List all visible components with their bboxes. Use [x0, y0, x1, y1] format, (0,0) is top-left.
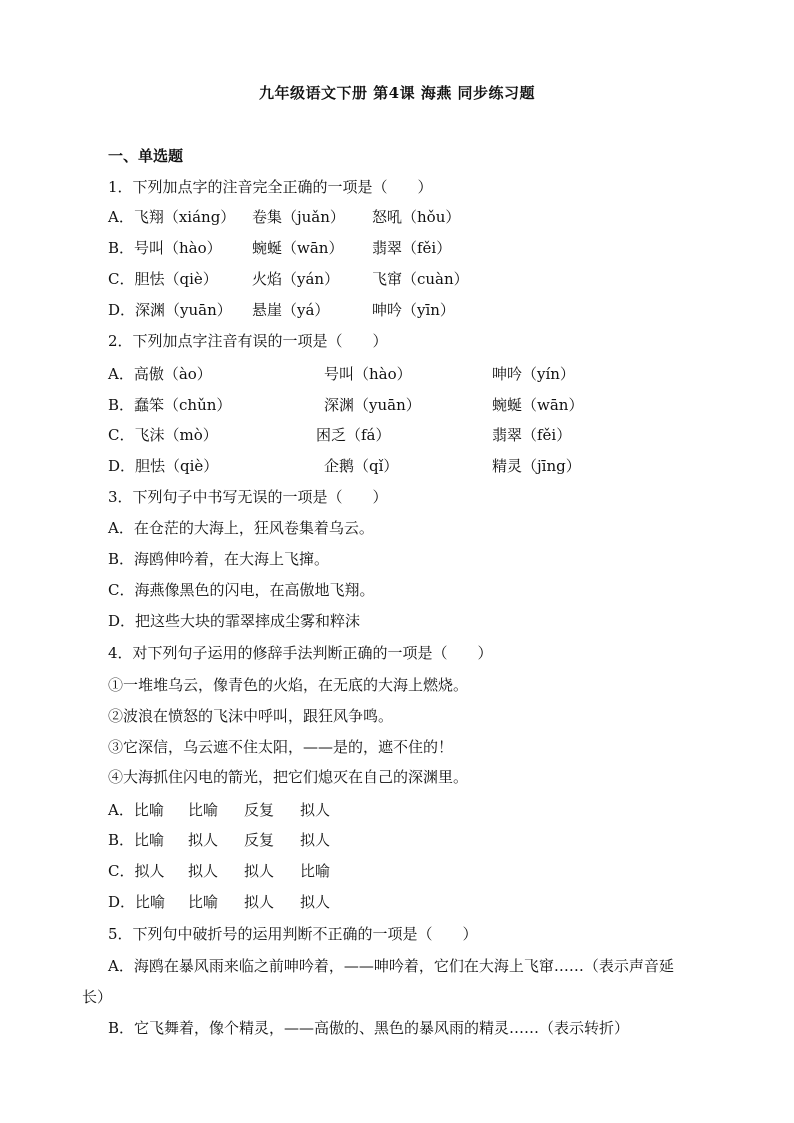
q4-sentence-2: ②波浪在愤怒的飞沫中呼叫，跟狂风争鸣。 [108, 707, 394, 725]
q4-option-a-4: 拟人 [300, 801, 331, 819]
question-3-stem: 3．下列句子中书写无误的一项是（ ） [108, 488, 388, 506]
q1-option-c-1[interactable]: C．胆怯（qiè） [108, 270, 218, 288]
q1-option-a-3: 怒吼（hǒu） [372, 208, 461, 226]
q2-option-d-1[interactable]: D．胆怯（qiè） [108, 457, 219, 475]
q4-option-a-1[interactable]: A．比喻 [108, 801, 164, 819]
question-2-stem: 2．下列加点字注音有误的一项是（ ） [108, 332, 388, 350]
q4-option-b-4: 拟人 [300, 831, 331, 849]
q4-option-b-1[interactable]: B．比喻 [108, 831, 165, 849]
q4-option-d-3: 拟人 [244, 893, 275, 911]
q2-option-b-1[interactable]: B．蠢笨（chǔn） [108, 396, 232, 414]
q4-option-c-4: 比喻 [300, 862, 331, 880]
q2-option-b-3: 蜿蜒（wān） [492, 396, 584, 414]
question-5-stem: 5．下列句中破折号的运用判断不正确的一项是（ ） [108, 925, 478, 943]
q2-option-a-2: 号叫（hào） [324, 365, 412, 383]
q4-option-d-2: 比喻 [188, 893, 219, 911]
q2-option-c-3: 翡翠（fěi） [492, 426, 572, 444]
question-1-stem: 1．下列加点字的注音完全正确的一项是（ ） [108, 178, 433, 196]
q3-option-b[interactable]: B．海鸥伸吟着，在大海上飞撺。 [108, 550, 330, 568]
q2-option-a-3: 呻吟（yín） [492, 365, 575, 383]
q4-option-d-1[interactable]: D．比喻 [108, 893, 166, 911]
q1-option-b-2: 蜿蜒（wān） [252, 239, 344, 257]
q4-option-d-4: 拟人 [300, 893, 331, 911]
q1-option-b-1[interactable]: B．号叫（hào） [108, 239, 222, 257]
q4-option-c-2: 拟人 [188, 862, 219, 880]
q2-option-a-1[interactable]: A．高傲（ào） [108, 365, 212, 383]
q1-option-c-2: 火焰（yán） [252, 270, 340, 288]
q4-option-b-3: 反复 [244, 831, 275, 849]
q4-option-b-2: 拟人 [188, 831, 219, 849]
q3-option-c[interactable]: C．海燕像黑色的闪电，在高傲地飞翔。 [108, 581, 375, 599]
q1-option-a-1[interactable]: A．飞翔（xiáng） [108, 208, 236, 226]
q5-option-a-continued: 长） [82, 988, 113, 1006]
q4-option-c-1[interactable]: C．拟人 [108, 862, 165, 880]
q2-option-b-2: 深渊（yuān） [324, 396, 421, 414]
q2-option-d-3: 精灵（jīng） [492, 457, 581, 475]
question-4-stem: 4．对下列句子运用的修辞手法判断正确的一项是（ ） [108, 644, 493, 662]
q4-option-a-3: 反复 [244, 801, 275, 819]
q4-option-a-2: 比喻 [188, 801, 219, 819]
q2-option-c-2: 困乏（fá） [316, 426, 391, 444]
q1-option-d-3: 呻吟（yīn） [372, 301, 455, 319]
q4-sentence-4: ④大海抓住闪电的箭光，把它们熄灭在自己的深渊里。 [108, 768, 469, 786]
q5-option-b[interactable]: B．它飞舞着，像个精灵，——高傲的、黑色的暴风雨的精灵……（表示转折） [108, 1019, 630, 1037]
q4-sentence-3: ③它深信，乌云遮不住太阳，——是的，遮不住的！ [108, 738, 454, 756]
q3-option-d[interactable]: D．把这些大块的霏翠摔成尘雾和粹沫 [108, 612, 361, 630]
page-title: 九年级语文下册 第4课 海燕 同步练习题 [258, 84, 536, 102]
section-heading: 一、单选题 [108, 147, 184, 165]
q4-sentence-1: ①一堆堆乌云，像青色的火焰，在无底的大海上燃烧。 [108, 676, 469, 694]
q3-option-a[interactable]: A．在仓茫的大海上，狂风卷集着乌云。 [108, 519, 374, 537]
q1-option-a-2: 卷集（juǎn） [252, 208, 345, 226]
q5-option-a[interactable]: A．海鸥在暴风雨来临之前呻吟着，——呻吟着，它们在大海上飞窜……（表示声音延 [108, 957, 674, 975]
q2-option-c-1[interactable]: C．飞沫（mò） [108, 426, 218, 444]
q1-option-b-3: 翡翠（fěi） [372, 239, 452, 257]
q1-option-d-2: 悬崖（yá） [252, 301, 330, 319]
q2-option-d-2: 企鹅（qǐ） [324, 457, 399, 475]
q1-option-c-3: 飞窜（cuàn） [372, 270, 469, 288]
q1-option-d-1[interactable]: D．深渊（yuān） [108, 301, 232, 319]
q4-option-c-3: 拟人 [244, 862, 275, 880]
